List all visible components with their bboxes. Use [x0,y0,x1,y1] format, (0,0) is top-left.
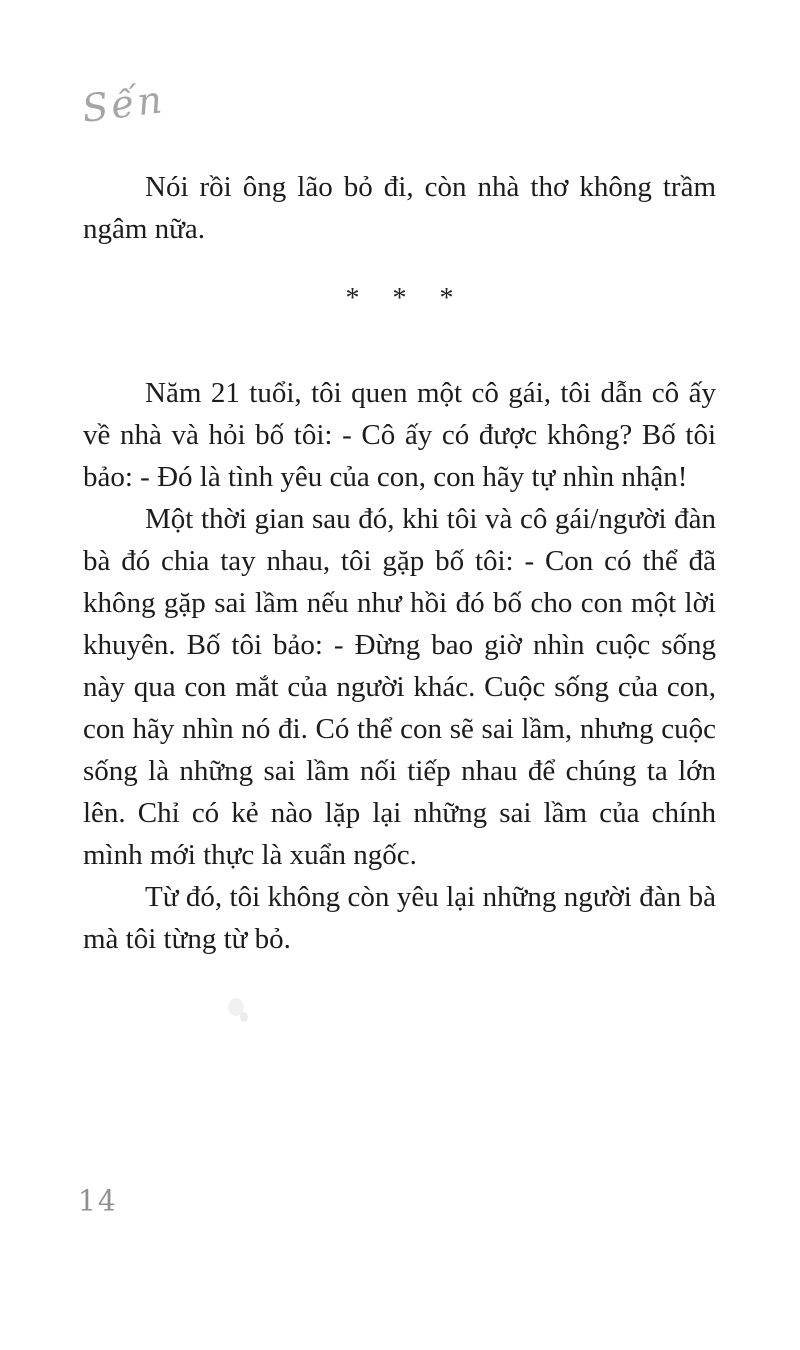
paragraph-1: Nói rồi ông lão bỏ đi, còn nhà thơ không trầm ngâm nữa. [83,171,716,245]
page-body [83,166,716,960]
smudge-mark [228,998,244,1016]
paragraph-4: Từ đó, tôi không còn yêu lại những người đàn bà mà tôi từng từ bỏ. [83,881,716,955]
page-number: 14 [78,1183,118,1218]
paragraph-3: Một thời gian sau đó, khi tôi và cô gái/người đàn bà đó chia tay nhau, tôi gặp bố tôi: - Con có thể đã không gặp sai lầm nếu như hồi đó bố cho con một lời khuyên. Bố tôi bảo: - Đừng bao giờ nhìn cuộc sống này qua con mắt của người khác. Cuộc sống của con, con hãy nhìn nó đi. Có thể con sẽ sai lầm, nhưng cuộc sống là những sai lầm nối tiếp nhau để chúng ta lớn lên. Chỉ có kẻ nào lặp lại những sai lầm của chính mình mới thực là xuẩn ngốc. [83,503,716,871]
paragraph-2: Năm 21 tuổi, tôi quen một cô gái, tôi dẫn cô ấy về nhà và hỏi bố tôi: - Cô ấy có được không? Bố tôi bảo: - Đó là tình yêu của con, con hãy tự nhìn nhận! [83,377,716,493]
book-title-handwritten: Sến [79,77,168,131]
section-separator: * * * [345,283,454,314]
